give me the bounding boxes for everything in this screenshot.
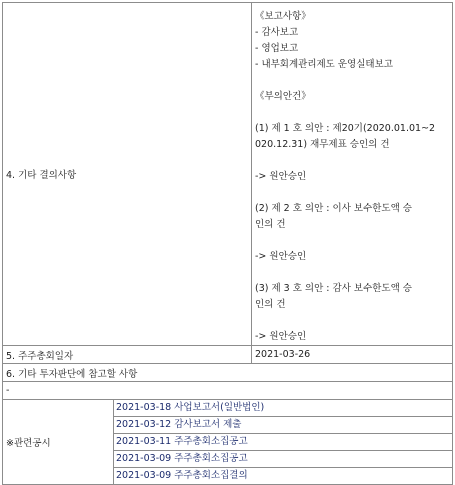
report-heading: 《보고사항》: [255, 11, 311, 22]
resolution-label: 4. 기타 결의사항: [3, 3, 252, 346]
resolution-row: [3, 3, 453, 346]
agenda-1-line1: (1) 제 1 호 의안 : 제20기(2020.01.01~2: [255, 123, 436, 134]
meeting-date-row: [3, 346, 453, 364]
other-value-row: [3, 382, 453, 400]
resolution-content: [252, 3, 453, 346]
report-item: - 내부회계관리제도 운영실태보고: [255, 59, 393, 70]
other-value: -: [3, 382, 453, 400]
agenda-heading: 《부의안건》: [255, 91, 311, 102]
meeting-date-label: 5. 주주총회일자: [3, 346, 252, 364]
related-link[interactable]: 2021-03-12 감사보고서 제출: [113, 417, 452, 434]
other-label-row: [3, 364, 453, 382]
agenda-2-result: -> 원안승인: [255, 251, 307, 262]
agenda-2-line1: (2) 제 2 호 의안 : 이사 보수한도액 승: [255, 203, 412, 214]
agenda-3-line2: 인의 건: [255, 299, 286, 310]
related-list: [113, 400, 452, 484]
disclosure-table: [2, 2, 453, 485]
agenda-1-line2: 020.12.31) 재무제표 승인의 건: [255, 139, 390, 150]
related-link[interactable]: 2021-03-11 주주총회소집공고: [113, 434, 452, 451]
disclosure-table-container: [2, 2, 452, 485]
report-item: - 영업보고: [255, 43, 299, 54]
related-label: ※관련공시: [6, 438, 51, 449]
other-label: 6. 기타 투자판단에 참고할 사항: [3, 364, 453, 382]
agenda-3-result: -> 원안승인: [255, 331, 307, 342]
agenda-1-result: -> 원안승인: [255, 171, 307, 182]
related-link[interactable]: 2021-03-09 주주총회소집공고: [113, 451, 452, 468]
meeting-date-value: 2021-03-26: [252, 346, 453, 364]
report-item: - 감사보고: [255, 27, 299, 38]
agenda-3-line1: (3) 제 3 호 의안 : 감사 보수한도액 승: [255, 283, 412, 294]
related-row: [3, 400, 453, 485]
agenda-2-line2: 인의 건: [255, 219, 286, 230]
related-link[interactable]: 2021-03-18 사업보고서(일반법인): [113, 400, 452, 417]
related-link[interactable]: 2021-03-09 주주총회소집결의: [113, 468, 452, 484]
